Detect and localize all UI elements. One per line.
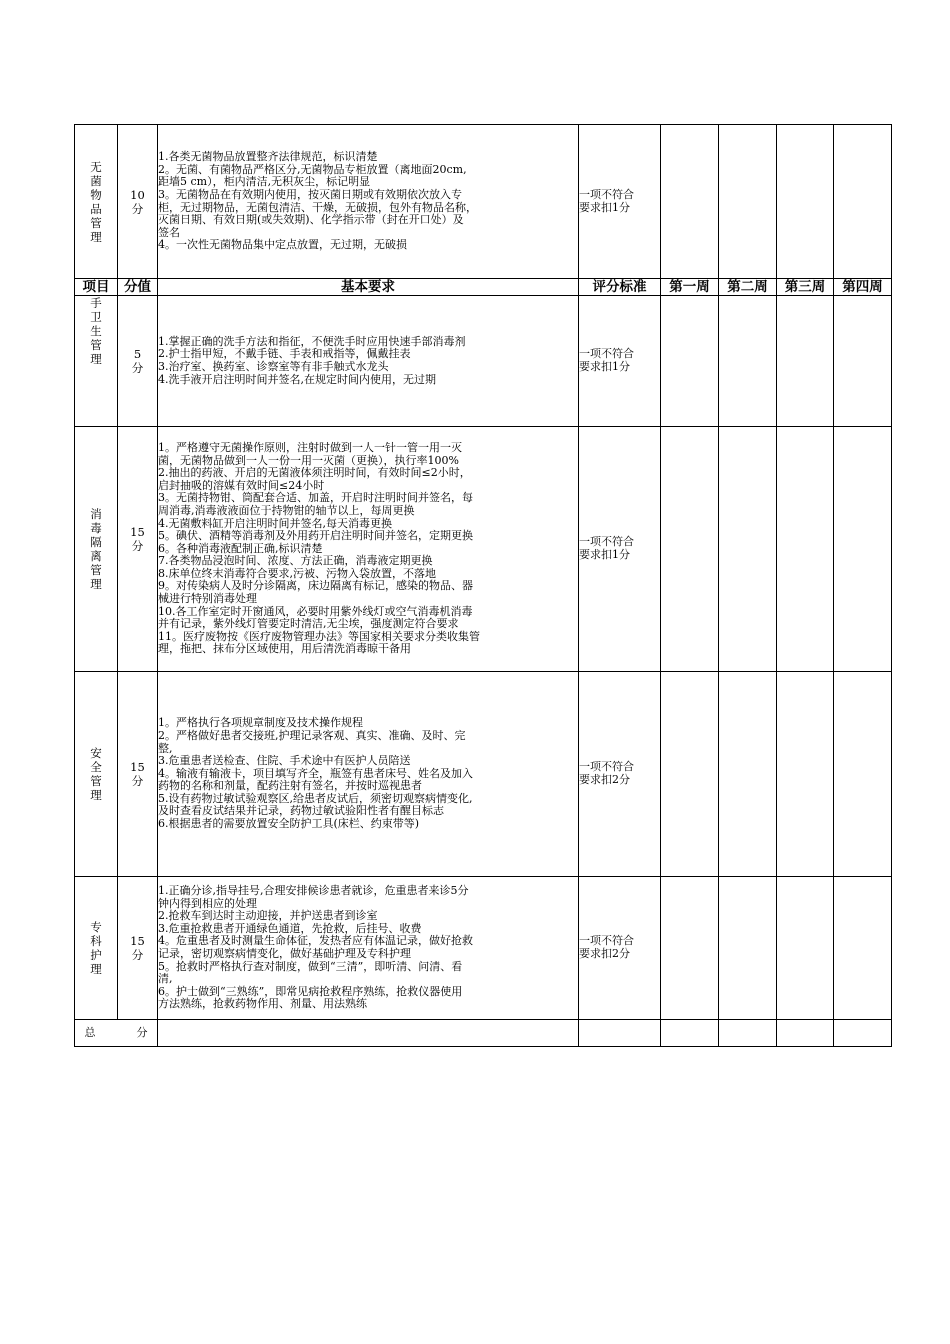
criteria-cell <box>579 296 661 427</box>
requirement-line: 7.各类物品浸泡时间、浓度、方法正确，消毒液定期更换 <box>158 554 433 568</box>
requirement-line: 3.危重患者送检查、住院、手术途中有医护人员陪送 <box>158 754 411 768</box>
score-cell <box>118 877 158 1020</box>
requirement-line: 3。无菌持物钳、筒配套合适、加盖，开启时注明时间并签名，每 <box>158 491 473 505</box>
score-value: 5分 <box>131 347 144 375</box>
week3-cell[interactable] <box>777 427 834 672</box>
header-item: 项目 <box>75 279 118 296</box>
score-cell <box>118 296 158 427</box>
requirement-line: 2.护士指甲短，不戴手链、手表和戒指等，佩戴挂表 <box>158 347 411 361</box>
requirement-line: 并有记录，紫外线灯管要定时清洁,无尘埃，强度测定符合要求 <box>158 617 459 631</box>
requirement-line: 5。碘伏、酒精等消毒剂及外用药开启注明时间并签名，定期更换 <box>158 529 473 543</box>
requirements-cell <box>158 296 579 427</box>
requirement-line: 周消毒,消毒液液面位于持物钳的轴节以上，每周更换 <box>158 503 415 517</box>
item-name: 手卫生管理 <box>90 296 102 366</box>
requirement-line: 灭菌日期、有效日期(或失效期)、化学指示带（封在开口处）及 <box>158 213 464 227</box>
requirements-cell <box>158 672 579 877</box>
requirement-line: 5。抢救时严格执行查对制度，做到“三清”，即听清、问清、看 <box>158 959 463 973</box>
week4-cell[interactable] <box>834 296 892 427</box>
requirement-line: 2。严格做好患者交接班,护理记录客观、真实、准确、及时、完 <box>158 728 466 742</box>
week4-cell[interactable] <box>834 672 892 877</box>
criteria-line: 要求扣1分 <box>579 360 630 373</box>
week2-cell[interactable] <box>719 877 777 1020</box>
requirement-line: 1.各类无菌物品放置整齐法律规范，标识清楚 <box>158 150 378 164</box>
requirement-line: 1.掌握正确的洗手方法和指征，不便洗手时应用快速手部消毒剂 <box>158 334 466 348</box>
requirement-line: 4.无菌敷料缸开启注明时间并签名,每天消毒更换 <box>158 516 392 530</box>
requirement-line: 4.洗手液开启注明时间并签名,在规定时间内使用，无过期 <box>158 372 436 386</box>
requirement-line: 1.正确分诊,指导挂号,合理安排候诊患者就诊，危重患者来诊5分 <box>158 884 469 898</box>
week1-cell[interactable] <box>661 125 719 279</box>
requirement-line: 4。危重患者及时测量生命体征，发热者应有体温记录，做好抢救 <box>158 934 473 948</box>
requirement-line: 及时查看皮试结果并记录，药物过敏试验阳性者有醒目标志 <box>158 804 444 818</box>
item-name: 消毒隔离管理 <box>90 507 102 591</box>
criteria-line: 一项不符合 <box>579 187 634 201</box>
requirement-line: 整, <box>158 741 173 755</box>
criteria-cell <box>579 427 661 672</box>
score-value: 15分 <box>130 934 145 962</box>
requirement-line: 药物的名称和剂量，配药注射有签名，并按时巡视患者 <box>158 779 422 793</box>
week2-cell[interactable] <box>719 672 777 877</box>
item-cell <box>75 125 118 279</box>
total-week1-cell[interactable] <box>661 1020 719 1047</box>
header-row <box>75 279 892 296</box>
requirement-line: 方法熟练，抢救药物作用、剂量、用法熟练 <box>158 997 367 1011</box>
section-row-sterile-items <box>75 125 892 279</box>
requirement-line: 理，拖把、抹布分区域使用，用后清洗消毒晾干备用 <box>158 642 411 656</box>
requirement-line: 1。严格执行各项规章制度及技术操作规程 <box>158 716 363 730</box>
item-name: 无菌物品管理 <box>90 159 102 244</box>
item-cell <box>75 877 118 1020</box>
week4-cell[interactable] <box>834 125 892 279</box>
requirement-line: 签名 <box>158 225 180 239</box>
header-requirements: 基本要求 <box>158 279 579 296</box>
requirement-line: 2。无菌、有菌物品严格区分,无菌物品专柜放置（离地面20cm, <box>158 162 467 176</box>
requirement-line: 记录，密切观察病情变化，做好基础护理及专科护理 <box>158 947 411 960</box>
requirement-line: 2.抽出的药液、开启的无菌液体须注明时间，有效时间≤2小时， <box>158 466 471 480</box>
requirement-line: 11。医疗废物按《医疗废物管理办法》等国家相关要求分类收集管 <box>158 629 480 643</box>
week3-cell[interactable] <box>777 672 834 877</box>
score-cell <box>118 427 158 672</box>
total-requirements-cell <box>158 1020 579 1047</box>
header-score: 分值 <box>118 279 158 296</box>
total-week3-cell[interactable] <box>777 1020 834 1047</box>
header-week3: 第三周 <box>777 279 834 296</box>
total-label <box>75 1020 158 1047</box>
criteria-line: 要求扣2分 <box>579 947 630 960</box>
section-row-hand-hygiene <box>75 296 892 427</box>
week3-cell[interactable] <box>777 296 834 427</box>
requirement-line: 械进行特别消毒处理 <box>158 592 257 606</box>
criteria-line: 要求扣2分 <box>579 773 630 786</box>
requirement-line: 菌，无菌物品做到一人一份一用一灭菌（更换），执行率100% <box>158 453 459 467</box>
header-week4: 第四周 <box>834 279 892 296</box>
requirements-cell <box>158 427 579 672</box>
week2-cell[interactable] <box>719 125 777 279</box>
requirement-line: 柜，无过期物品，无菌包清洁、干燥，无破损，包外有物品名称， <box>158 200 477 214</box>
section-row-specialty-nursing <box>75 877 892 1020</box>
week4-cell[interactable] <box>834 877 892 1020</box>
requirement-line: 8.床单位终末消毒符合要求,污被、污物入袋放置，不落地 <box>158 566 436 580</box>
total-week2-cell[interactable] <box>719 1020 777 1047</box>
header-week1: 第一周 <box>661 279 719 296</box>
requirement-line: 启封抽吸的溶媒有效时间≤24小时 <box>158 478 325 492</box>
header-week2: 第二周 <box>719 279 777 296</box>
week2-cell[interactable] <box>719 427 777 672</box>
week1-cell[interactable] <box>661 296 719 427</box>
total-row <box>75 1020 892 1047</box>
requirement-line: 4。一次性无菌物品集中定点放置，无过期，无破损 <box>158 238 407 252</box>
week4-cell[interactable] <box>834 427 892 672</box>
week1-cell[interactable] <box>661 672 719 877</box>
score-value: 15分 <box>130 760 145 788</box>
score-value: 10分 <box>130 187 145 216</box>
requirement-line: 距墙5 cm），柜内清洁,无积灰尘，标记明显 <box>158 175 371 189</box>
section-row-disinfection-isolation <box>75 427 892 672</box>
score-value: 15分 <box>130 525 145 553</box>
requirements-cell <box>158 125 579 279</box>
item-cell <box>75 672 118 877</box>
requirement-line: 3.治疗室、换药室、诊察室等有非手触式水龙头 <box>158 360 389 373</box>
total-label-char: 分 <box>136 1025 148 1039</box>
criteria-line: 要求扣1分 <box>579 548 630 561</box>
criteria-line: 一项不符合 <box>579 760 634 774</box>
week2-cell[interactable] <box>719 296 777 427</box>
requirement-line: 2.抢救车到达时主动迎接，并护送患者到诊室 <box>158 909 378 923</box>
score-cell <box>118 672 158 877</box>
requirement-line: 6。护士做到“三熟练”，即常见病抢救程序熟练，抢救仪器使用 <box>158 984 463 998</box>
requirement-line: 3.危重抢救患者开通绿色通道，先抢救，后挂号、收费 <box>158 921 422 935</box>
section-row-safety <box>75 672 892 877</box>
requirement-line: 1。严格遵守无菌操作原则，注射时做到一人一针一管一用一灭 <box>158 440 462 454</box>
item-name: 安全管理 <box>90 746 102 802</box>
requirement-line: 4。输液有输液卡，项目填写齐全，瓶签有患者床号、姓名及加入 <box>158 766 473 780</box>
criteria-line: 要求扣1分 <box>579 200 630 214</box>
item-name: 专科护理 <box>90 920 102 976</box>
week1-cell[interactable] <box>661 877 719 1020</box>
requirement-line: 5.设有药物过敏试验观察区,给患者皮试后，须密切观察病情变化, <box>158 791 473 805</box>
total-label-char: 总 <box>84 1025 96 1039</box>
header-criteria: 评分标准 <box>579 279 661 296</box>
criteria-line: 一项不符合 <box>579 347 634 361</box>
criteria-line: 一项不符合 <box>579 934 634 948</box>
requirements-cell <box>158 877 579 1020</box>
score-cell <box>118 125 158 279</box>
total-criteria-cell <box>579 1020 661 1047</box>
criteria-cell <box>579 125 661 279</box>
week1-cell[interactable] <box>661 427 719 672</box>
requirement-line: 6。各种消毒液配制正确,标识清楚 <box>158 541 323 555</box>
item-cell <box>75 427 118 672</box>
requirement-line: 6.根据患者的需要放置安全防护工具(床栏、约束带等) <box>158 817 420 831</box>
criteria-cell <box>579 672 661 877</box>
week3-cell[interactable] <box>777 877 834 1020</box>
criteria-line: 一项不符合 <box>579 535 634 549</box>
requirement-line: 清, <box>158 972 173 986</box>
total-week4-cell[interactable] <box>834 1020 892 1047</box>
requirement-line: 10.各工作室定时开窗通风，必要时用紫外线灯或空气消毒机消毒 <box>158 604 473 618</box>
item-cell <box>75 296 118 427</box>
week3-cell[interactable] <box>777 125 834 279</box>
criteria-cell <box>579 877 661 1020</box>
requirement-line: 9。对传染病人及时分诊隔离，床边隔离有标记，感染的物品、器 <box>158 579 473 593</box>
requirement-line: 钟内得到相应的处理 <box>158 896 257 910</box>
requirement-line: 3。无菌物品在有效期内使用，按灭菌日期或有效期依次放入专 <box>158 187 462 201</box>
nursing-quality-score-sheet <box>74 124 892 1047</box>
